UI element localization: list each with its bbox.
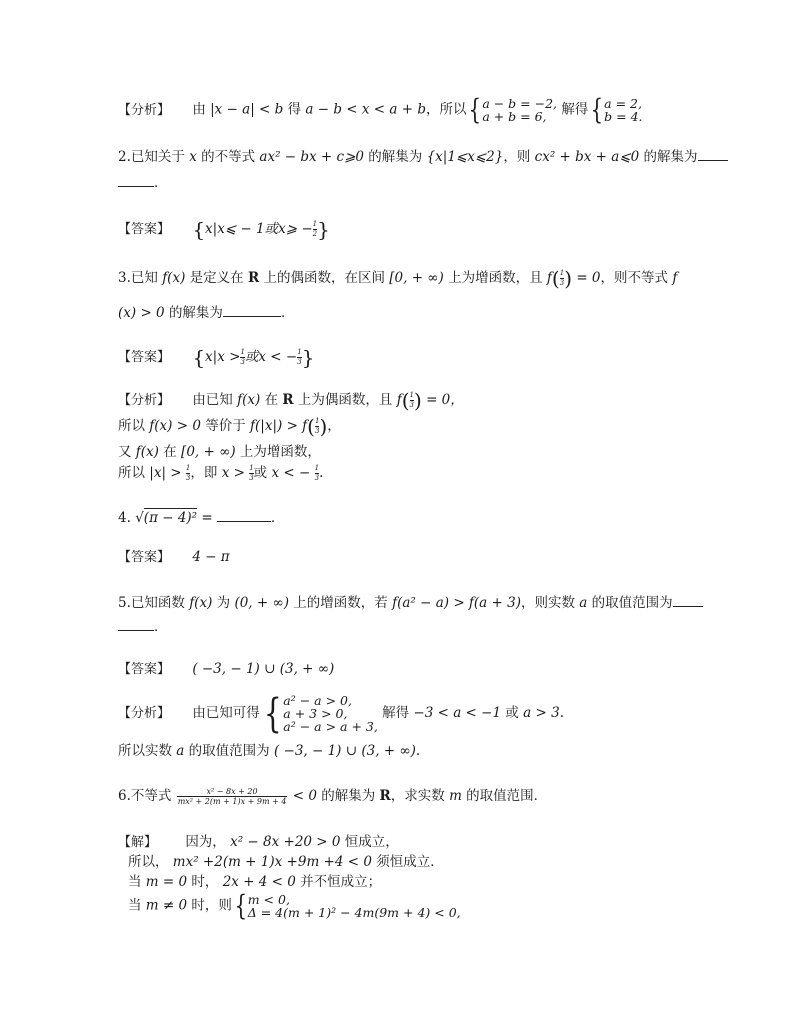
text: 上为偶函数，且 (297, 392, 393, 408)
text: 所以， (128, 854, 169, 870)
text: 恒成立， (344, 834, 399, 850)
math: 2x + 4 < 0 (222, 874, 296, 890)
text: ，所以 (425, 101, 467, 118)
q3-analysis-4 (118, 463, 323, 483)
text: 由 (192, 101, 206, 118)
text: 解得 (382, 705, 410, 721)
math: mx² +2(m + 1)x +9m +4 < 0 (172, 854, 372, 870)
math: f (396, 392, 402, 408)
math: f (546, 270, 552, 286)
text: 已知 (130, 270, 158, 286)
math: R (282, 392, 294, 408)
text: ，则不等式 (600, 270, 669, 286)
fraction: $\frac{1}{3}$ (409, 391, 414, 409)
q5-conclusion (118, 741, 420, 761)
text: 或 (505, 705, 519, 721)
answer-blank (118, 172, 154, 187)
q5-question (118, 592, 703, 613)
question-number: 2. (118, 149, 131, 165)
math: a (579, 595, 588, 611)
text: 不等式 (130, 788, 172, 804)
q5-question-cont (118, 616, 168, 637)
math: [0, + ∞) (389, 270, 444, 286)
question-number: 6. (118, 788, 131, 804)
condition-system: m < 0, Δ = 4(m + 1)² − 4m(9m + 4) < 0, (247, 892, 461, 920)
text: 或 (253, 465, 268, 481)
math: f(x) (135, 444, 159, 460)
math: x < − (271, 465, 311, 481)
text: 的取值范围为 (591, 595, 673, 611)
text: 时，则 (191, 897, 232, 914)
text: 上为增函数， (239, 444, 321, 460)
math: R (247, 270, 260, 286)
paren: ) (319, 414, 328, 439)
inequality-system: a² − a > 0, a + 3 > 0, a² − a > a + 3, (283, 693, 378, 734)
text: 时， (191, 874, 219, 890)
answer-label: 【答案】 (118, 550, 171, 565)
math: ( −3, − 1) ∪ (3, + ∞) (192, 661, 335, 677)
q1-analysis (118, 93, 643, 126)
question-number: 4. (118, 510, 131, 526)
paren: ) (564, 266, 573, 291)
text: 须恒成立． (376, 854, 444, 870)
math: ax² − bx + c⩾0 (259, 149, 364, 165)
math: m (449, 788, 462, 804)
text: ． (154, 619, 168, 635)
q2-answer (118, 219, 330, 240)
text: 当 (128, 874, 142, 890)
text: 得 (287, 101, 302, 118)
paren: ( (551, 266, 560, 291)
left-brace: { (263, 690, 282, 737)
math: 或x < − (244, 349, 298, 365)
math: |x − a| < b (210, 101, 284, 118)
q2-question (118, 146, 728, 167)
text: 的取值范围为 (188, 743, 270, 759)
text: . (319, 465, 324, 481)
q6-solution-3 (128, 872, 381, 892)
math: {x|1⩽x⩽2} (426, 149, 504, 165)
solution-label: 【解】 (118, 835, 158, 850)
q4-answer (118, 547, 230, 568)
math: f(x) (162, 270, 186, 286)
math: (x) > 0 (118, 305, 165, 321)
left-brace: { (590, 93, 604, 126)
text: 等价于 (205, 418, 246, 434)
math: f(|x|) > f (250, 418, 308, 434)
solution-system: a = 2, b = 4. (604, 96, 643, 124)
paren: ( (307, 414, 315, 439)
answer-label: 【答案】 (118, 350, 171, 365)
left-brace: { (192, 217, 206, 242)
paren: ( (401, 388, 410, 413)
answer-blank (217, 507, 271, 522)
math: x|x⩽ − 1或x⩾ − (205, 221, 313, 237)
paren: ) (413, 388, 422, 413)
text: 所以实数 (118, 743, 172, 759)
text: 是定义在 (189, 270, 244, 286)
fraction: $\frac{1}{3}$ (314, 417, 320, 435)
text: 由已知可得 (192, 705, 260, 721)
text: 由已知 (192, 392, 233, 408)
q3-analysis-1 (118, 390, 464, 411)
fraction: $\frac{1}{3}$ (314, 464, 320, 482)
text: ． (280, 305, 295, 321)
text: 的解集为 (643, 149, 698, 165)
math: [0, + ∞) (181, 444, 236, 460)
text: 为 (216, 595, 231, 611)
text: 的解集为 (368, 149, 423, 165)
question-number: 5. (118, 595, 131, 611)
text: ，即 (190, 465, 218, 481)
answer-label: 【答案】 (118, 222, 171, 237)
text: 并不恒成立； (300, 874, 382, 890)
math: f(x) > 0 (149, 418, 201, 434)
answer-blank (698, 146, 728, 161)
equation-system: a − b = −2, a + b = 6, (482, 96, 558, 124)
math: f (672, 270, 678, 286)
math: < 0 (292, 788, 317, 804)
math: x|x > (205, 349, 241, 365)
text: 的解集为 (168, 305, 223, 321)
text: 已知关于 (130, 149, 185, 165)
text: 所以 (118, 418, 145, 434)
q3-question (118, 268, 677, 289)
answer-blank (118, 616, 154, 631)
text: 的不等式 (201, 149, 256, 165)
question-number: 3. (118, 270, 131, 286)
math: |x| > (149, 465, 182, 481)
text: ． (271, 510, 285, 526)
text: 在 (264, 392, 279, 408)
text: . (559, 705, 564, 721)
fraction: $\frac{1}{2}$ (312, 220, 318, 238)
radicand: (π − 4)² (143, 510, 198, 526)
text: 上的偶函数，在区间 (263, 270, 385, 286)
fraction: $\frac{1}{3}$ (249, 464, 254, 482)
math: m ≠ 0 (145, 897, 188, 914)
text: = (201, 510, 213, 526)
text: 在 (163, 444, 177, 460)
text: 因为， (185, 834, 226, 850)
math: a > 3 (523, 705, 560, 721)
q3-analysis-2 (118, 416, 341, 437)
text: 的取值范围． (466, 788, 548, 804)
math: x > (221, 465, 245, 481)
text: 当 (128, 897, 142, 914)
left-brace: { (469, 93, 482, 126)
text: ，则实数 (520, 595, 575, 611)
text: 已知函数 (130, 595, 185, 611)
q2-question-cont (118, 172, 168, 193)
fraction: $\frac{1}{3}$ (185, 464, 191, 482)
q6-solution-4 (128, 889, 461, 922)
text: ，则 (503, 149, 531, 165)
math: m = 0 (145, 874, 188, 890)
answer-blank (673, 592, 703, 607)
text: 的解集为 (321, 788, 376, 804)
analysis-label: 【分析】 (118, 102, 171, 118)
math: f(a² − a) > f(a + 3) (392, 595, 521, 611)
math: (0, + ∞) (234, 595, 289, 611)
q4-question (118, 507, 285, 528)
q6-solution-1 (118, 832, 399, 853)
math: x (189, 149, 197, 165)
right-brace: } (317, 217, 330, 242)
math: ( −3, − 1) ∪ (3, + ∞) (273, 743, 416, 759)
fraction: $\frac{\text{x² − 8x + 20}}{\text{mx² + 2(m + 1)x + 9m + 4}}$ (177, 787, 287, 806)
q6-question (118, 786, 547, 806)
text: 解得 (561, 101, 589, 118)
text: ， (327, 418, 341, 434)
text: 上为增函数，且 (448, 270, 543, 286)
math: f(x) (189, 595, 213, 611)
math: 4 − π (192, 549, 230, 565)
fraction: $\frac{1}{3}$ (559, 269, 565, 287)
analysis-label: 【分析】 (118, 706, 171, 721)
answer-label: 【答案】 (118, 662, 171, 677)
left-brace: { (234, 889, 248, 922)
right-brace: } (301, 345, 315, 370)
math: f(x) (237, 392, 261, 408)
math: a (176, 743, 185, 759)
answer-blank (223, 302, 281, 317)
math: a − b < x < a + b (305, 101, 426, 118)
left-brace: { (192, 345, 206, 370)
fraction: $\frac{1}{3}$ (240, 348, 245, 366)
text: ，求实数 (390, 788, 445, 804)
q3-question-cont (118, 302, 294, 323)
math: = 0 (576, 270, 601, 286)
math: cx² + bx + a⩽0 (534, 149, 640, 165)
sqrt-icon: √ (135, 510, 144, 526)
math: x² − 8x +20 > 0 (230, 834, 341, 850)
fraction: $\frac{1}{3}$ (297, 348, 302, 366)
q5-analysis (118, 690, 564, 737)
math: −3 < a < −1 (413, 705, 502, 721)
q6-solution-2 (128, 852, 444, 872)
q5-answer (118, 659, 334, 680)
text: 所以 (118, 465, 145, 481)
text: 又 (118, 444, 132, 460)
math: = 0， (426, 392, 464, 408)
text: ． (154, 175, 168, 191)
q3-analysis-3 (118, 442, 321, 462)
text: . (415, 743, 421, 759)
math: R (379, 788, 391, 804)
text: 上的增函数，若 (293, 595, 388, 611)
q3-answer (118, 347, 314, 368)
analysis-label: 【分析】 (118, 393, 171, 408)
